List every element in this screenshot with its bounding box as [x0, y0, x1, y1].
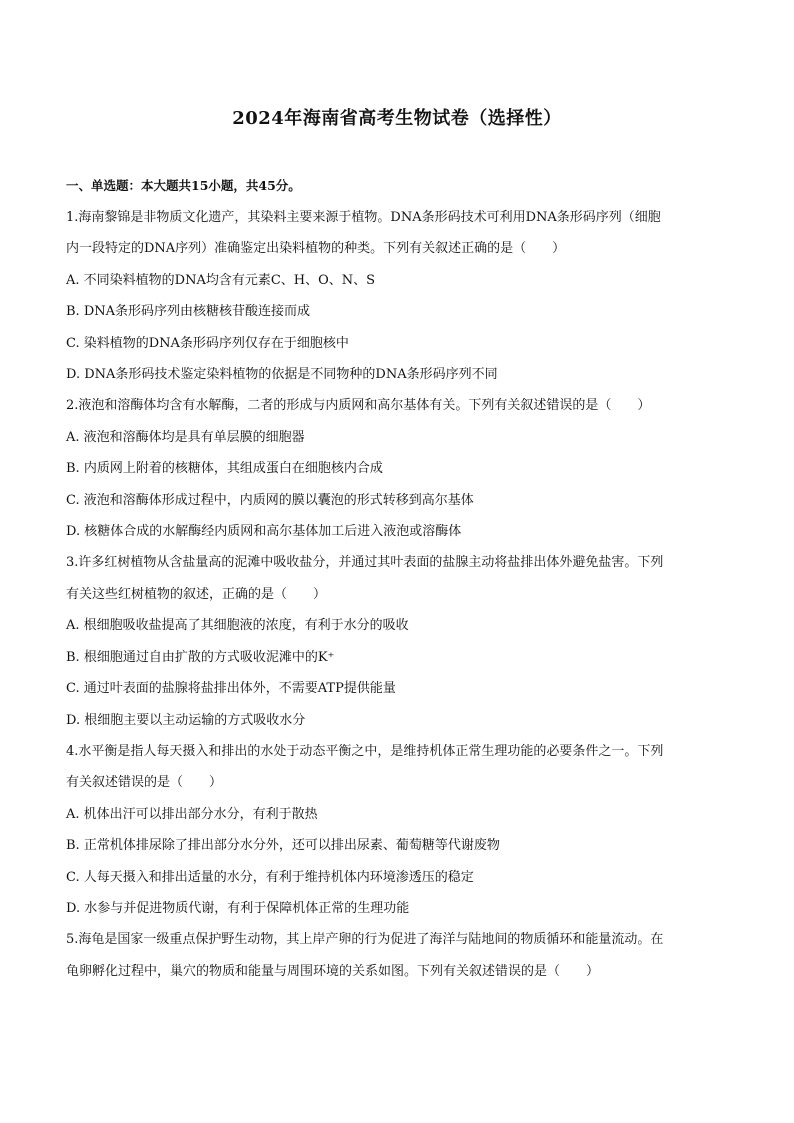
question-1-option-c: C. 染料植物的DNA条形码序列仅存在于细胞核中 — [66, 335, 349, 351]
question-4-option-d: D. 水参与并促进物质代谢，有利于保障机体正常的生理功能 — [66, 900, 410, 916]
question-1-option-a: A. 不同染料植物的DNA均含有元素C、H、O、N、S — [66, 272, 376, 288]
question-3-option-c: C. 通过叶表面的盐腺将盐排出体外，不需要ATP提供能量 — [66, 681, 396, 697]
question-1-option-d: D. DNA条形码技术鉴定染料植物的依据是不同物种的DNA条形码序列不同 — [66, 367, 498, 383]
question-3-option-b: B. 根细胞通过自由扩散的方式吸收泥滩中的K⁺ — [66, 649, 335, 665]
question-3-stem-line-2: 有关这些红树植物的叙述，正确的是（ ） — [66, 586, 327, 602]
question-1-stem-line-2: 内一段特定的DNA序列）准确鉴定出染料植物的种类。下列有关叙述正确的是（ ） — [66, 241, 566, 257]
question-5-stem-line-1: 5.海龟是国家一级重点保护野生动物，其上岸产卵的行为促进了海洋与陆地间的物质循环和能量流动。在 — [66, 932, 664, 948]
question-4-option-b: B. 正常机体排尿除了排出部分水分外，还可以排出尿素、葡萄糖等代谢废物 — [66, 838, 500, 854]
question-2-option-d: D. 核糖体合成的水解酶经内质网和高尔基体加工后进入液泡或溶酶体 — [66, 524, 462, 540]
question-2-option-a: A. 液泡和溶酶体均是具有单层膜的细胞器 — [66, 429, 305, 445]
question-3-stem-line-1: 3.许多红树植物从含盐量高的泥滩中吸收盐分，并通过其叶表面的盐腺主动将盐排出体外避免盐害。下列 — [66, 555, 664, 571]
question-3-option-a: A. 根细胞吸收盐提高了其细胞液的浓度，有利于水分的吸收 — [66, 618, 409, 634]
question-4-stem-line-1: 4.水平衡是指人每天摄入和排出的水处于动态平衡之中，是维持机体正常生理功能的必要条件之一。下列 — [66, 743, 664, 759]
question-3-option-d: D. 根细胞主要以主动运输的方式吸收水分 — [66, 712, 306, 728]
question-1-stem-line-1: 1.海南黎锦是非物质文化遗产，其染料主要来源于植物。DNA条形码技术可利用DNA条形码序列（细胞 — [66, 210, 661, 225]
question-2-option-c: C. 液泡和溶酶体形成过程中，内质网的膜以囊泡的形式转移到高尔基体 — [66, 492, 474, 508]
page-title: 2024年海南省高考生物试卷（选择性） — [232, 108, 562, 129]
question-4-stem-line-2: 有关叙述错误的是（ ） — [66, 775, 223, 791]
question-content — [66, 202, 726, 987]
question-2-option-b: B. 内质网上附着的核糖体，其组成蛋白在细胞核内合成 — [66, 461, 383, 477]
question-4-option-c: C. 人每天摄入和排出适量的水分，有利于维持机体内环境渗透压的稳定 — [66, 869, 474, 885]
question-4-option-a: A. 机体出汗可以排出部分水分，有利于散热 — [66, 806, 318, 822]
question-2-stem-line-1: 2.液泡和溶酶体均含有水解酶，二者的形成与内质网和高尔基体有关。下列有关叙述错误的是（ ） — [66, 398, 651, 414]
question-5-stem-line-2: 龟卵孵化过程中，巢穴的物质和能量与周围环境的关系如图。下列有关叙述错误的是（ ） — [66, 963, 600, 979]
question-1-option-b: B. DNA条形码序列由核糖核苷酸连接而成 — [66, 304, 311, 320]
section-heading: 一、单选题：本大题共15小题，共45分。 — [66, 178, 301, 193]
